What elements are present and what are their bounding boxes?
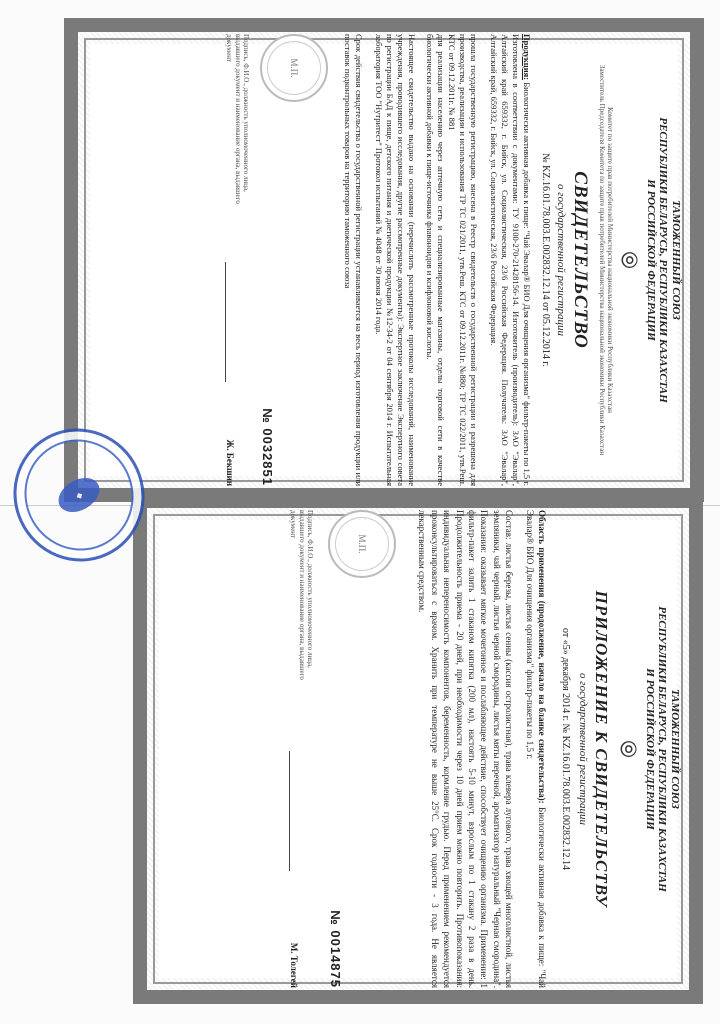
appendix-registration-line: от «5» декабря 2014 г. № KZ.16.01.78.003.Е.002832.12.14 — [560, 627, 572, 871]
union-line-3: И РОССИЙСКОЙ ФЕДЕРАЦИИ — [644, 179, 657, 341]
product-description: Биологически активная добавка к пище: "Чай Эвалар® БИО Для очищения организма" фильтр-пакеты по 1,5 г. Изготовлена в соответствии с документами: ТУ 9100-270-21428156-14. Изготовитель (производитель): ЗАО "Эвалар", Алтайский край 659332, г. Бийск, ул. Социалистическая, 23/6 Российская Федерация. Получатель: ЗАО "Эвалар", Алтайский край, 659332, г. Бийск, ул. Социалистическая, 23/6 Российская Федерация. — [488, 34, 533, 487]
customs-union-header — [644, 34, 682, 486]
certificate-serial: № 0032851 — [260, 408, 276, 486]
certificate-main-content — [80, 34, 688, 486]
appendix-union-line-2: РЕСПУБЛИКИ БЕЛАРУСЬ, РЕСПУБЛИКИ КАЗАХСТАН — [656, 606, 669, 892]
appendix-title: ПРИЛОЖЕНИЕ К СВИДЕТЕЛЬСТВУ — [592, 590, 612, 908]
appendix-seal-label: М.П. — [357, 534, 368, 554]
certificate-main-inner — [90, 34, 682, 487]
certificate-subtitle: о государственной регистрации — [555, 184, 568, 336]
scope-text: Биологически активная добавка к пище: "Чай Эвалар® БИО Для очищения организма" фильтр-пакеты по 1,5 г. — [524, 510, 548, 988]
certificate-appendix-inner — [159, 510, 681, 988]
appendix-signature-line — [289, 751, 312, 871]
appendix-signer-name: М. Толегей — [288, 942, 299, 988]
issuing-official: Заместитель Председателя Комитета по защите прав потребителей Министерства национальной экономики Республики Казахстан — [597, 64, 606, 456]
appendix-signer-note: Подпись, Ф.И.О., должность уполномоченного лица, выдавшего документ и наименование органа, выдавшего документ — [289, 510, 315, 680]
usage-text: для реализации населению через аптечную сеть и специализированные магазины, отделы торговой сети в качестве биологически активной добавки к пище-источника флавоноидов и ксифлоновой кислоты. — [424, 34, 446, 486]
appendix-logo-icon: ⦾ — [616, 740, 642, 758]
union-line-1: ТАМОЖЕННЫЙ СОЮЗ — [670, 200, 682, 320]
appendix-union-line-1: ТАМОЖЕННЫЙ СОЮЗ — [669, 689, 681, 809]
signer-note: Подпись, Ф.И.О., должность уполномоченного лица, выдавшего документ и наименование органа, выдавшего документ — [225, 34, 251, 204]
signer-name: Ж. Бекшин — [224, 439, 235, 486]
compliance-text: прошла государственную регистрацию, внесена в Реестр свидетельств о государственной регистрации и разрешена для производства, реализации и использования ТР ТС 021/2011, утв.Реш. КТС от 09.12.2011г. №880; ТР ТС 022/2011, утв.Реш. КТС от 09.12.2011г. № 881 — [446, 34, 480, 486]
certificate-appendix — [133, 494, 703, 1004]
appendix-subtitle: о государственной регистрации — [577, 673, 590, 825]
validity-text: Срок действия свидетельства о государственной регистрации устанавливается на весь период изготовления продукции или поставок подконтрольных товаров на территорию таможенного союза — [343, 34, 365, 486]
registration-number: № KZ.16.01.78.003.Е.002832.12.14 от 05.12.2014 г. — [540, 153, 552, 367]
customs-union-logo-icon: ⦾ — [617, 251, 643, 269]
seal-label: М.П. — [289, 58, 300, 78]
basis-text: Настоящее свидетельство выдано на основании (перечислить рассмотренные протоколы исследований, наименование учреждения, проводившего исследования, другие рассмотренные документы): Экспертное заключение Экспертного совета по регистрации БАД к пище, детского питания и диетической продукции №12-34-2 от 04 сентября 2014 г. Испытательная лаборатория ТОО "Нутритест" Протокол испытаний № 4048 от 30 июня 2014 года. — [373, 34, 418, 486]
union-line-2: РЕСПУБЛИКИ БЕЛАРУСЬ, РЕСПУБЛИКИ КАЗАХСТАН — [657, 117, 670, 403]
seal-placeholder — [260, 34, 328, 102]
stamp-emblem-icon: ◆ — [52, 471, 105, 519]
signature-line — [225, 262, 248, 382]
certificate-title: СВИДЕТЕЛЬСТВО — [570, 171, 592, 349]
appendix-union-line-3: И РОССИЙСКОЙ ФЕДЕРАЦИИ — [643, 668, 656, 830]
appendix-seal-placeholder — [328, 510, 396, 578]
certificate-appendix-content — [149, 510, 687, 988]
appendix-union-header — [643, 510, 681, 988]
composition-text: Состав: листья березы, листья сенны (кассия остролистная), трава клевера лугового, трава хвощей многолистной, листья земляники, чай черный, листья черной смородины, листья мяты перечной, ароматизатор натуральный "Черная смородина". Показания: оказывает мягкое мочегонное и послабляющее действие, способствует очищению организма. Применение: 1 фильтр-пакет залить 1 стаканом кипятка (200 мл), настоять 5-10 минут, взрослым по 1 стакану 2 раза в день. Продолжительность приема - 20 дней, при необходимости через 10 дней прием можно повторить. Противопоказания: индивидуальная непереносимость компонентов, беременность, кормление грудью. Перед применением рекомендуется проконсультироваться с врачом. Хранить при температуре не выше 25°С. Срок годности - 3 года. Не является лекарственным средством. — [417, 510, 515, 988]
appendix-serial: № 0014875 — [328, 910, 344, 988]
scope-label: Область применения (продолжение, начало на бланке свидетельства): — [537, 510, 548, 804]
issuing-authority: Комитет по защите прав потребителей Министерства национальной экономики Республики Казахстан — [606, 107, 615, 413]
product-label: Продукция: — [522, 34, 533, 81]
certificate-main — [64, 18, 704, 502]
